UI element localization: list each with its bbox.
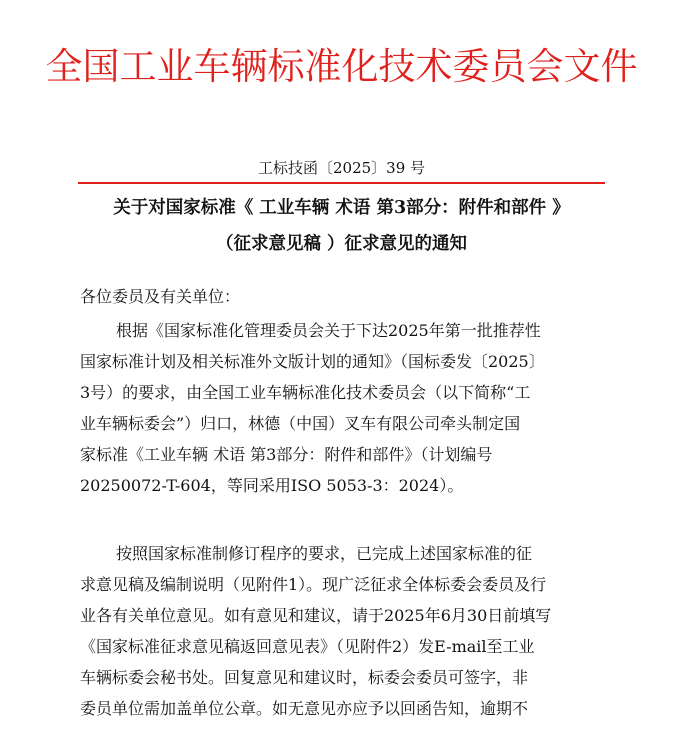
paragraph-line: 按照国家标准制修订程序的要求，已完成上述国家标准的征 xyxy=(116,544,533,563)
notice-title-line-1: 关于对国家标准《 工业车辆 术语 第3部分：附件和部件 》 xyxy=(113,198,570,218)
issuer-header-title: 全国工业车辆标准化技术委员会文件 xyxy=(45,45,638,88)
body-paragraph-2 xyxy=(80,538,600,724)
paragraph-line: 委员单位需加盖单位公章。如无意见亦应予以回函告知，逾期不 xyxy=(80,699,529,718)
notice-title-line-2: （征求意见稿 ）征求意见的通知 xyxy=(215,234,468,254)
red-divider-line xyxy=(78,182,605,184)
paragraph-line: 《国家标准征求意见稿返回意见表》（见附件2）发E-mail至工业 xyxy=(80,637,535,656)
notice-title xyxy=(70,190,613,262)
paragraph-line: 业车辆标委会”）归口，林德（中国）叉车有限公司牵头制定国 xyxy=(80,414,521,433)
paragraph-line: 根据《国家标准化管理委员会关于下达2025年第一批推荐性 xyxy=(116,321,541,340)
document-number: 工标技函〔2025〕39 号 xyxy=(257,159,426,177)
paragraph-line: 3号）的要求，由全国工业车辆标准化技术委员会（以下简称“工 xyxy=(80,383,531,402)
paragraph-line: 业各有关单位意见。如有意见和建议，请于2025年6月30日前填写 xyxy=(80,606,552,625)
paragraph-line: 国家标准计划及相关标准外文版计划的通知》（国标委发〔2025〕 xyxy=(80,352,545,371)
paragraph-line: 车辆标委会秘书处。回复意见和建议时，标委会委员可签字，非 xyxy=(80,668,529,687)
salutation: 各位委员及有关单位： xyxy=(80,287,241,306)
body-paragraph-1 xyxy=(80,315,600,501)
paragraph-line: 20250072-T-604，等同采用ISO 5053-3：2024）。 xyxy=(80,476,464,495)
paragraph-line: 求意见稿及编制说明（见附件1）。现广泛征求全体标委会委员及行 xyxy=(80,575,547,594)
paragraph-line: 家标准《工业车辆 术语 第3部分：附件和部件》（计划编号 xyxy=(80,445,493,464)
